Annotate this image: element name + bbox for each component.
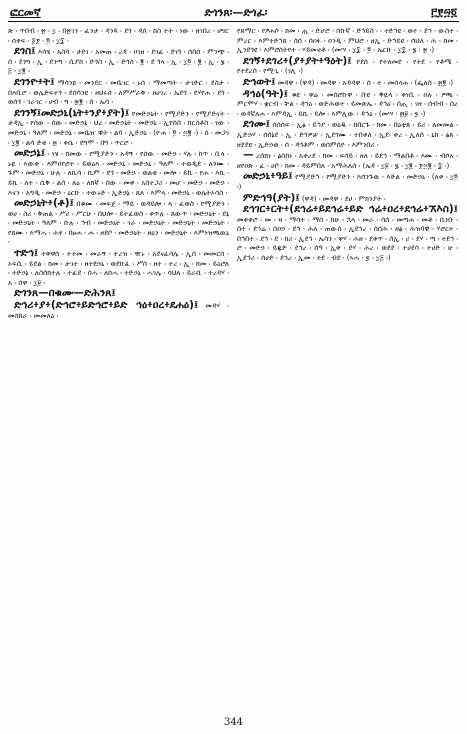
dictionary-entry	[237, 151, 458, 170]
dictionary-entry	[237, 172, 458, 191]
dictionary-entry	[8, 301, 229, 320]
entry-definition: ረሰክነ ፡ ፅሰከነ ፡ አቀረደ ፡ ክመ ፡ ፍሳይ ፡ ዘለ ፡ ይደኅ ፡ ማልበቶ ፡ እሙ ፡ ብሶአ ፡ ዘየዐጽ ፡ ፈ ፡ ሀቦ ፡ ክመ ፡ ዳይምበለ ፡ አማሕለሰ ፡ (ኤዳ ፡ ፲፱ ፡ ፮ ፡ ፲፪ ፡ ፻፵፪ ፡ ፰ ፡)	[237, 151, 458, 170]
dictionary-entry	[237, 205, 458, 263]
entry-definition: (ዋዳ) ፡ መዳዋ ፡ ደሀ ፡ ምክንያት ፡	[301, 193, 386, 203]
entry-definition: ተዋዋሰ ፡ ተተመ ፡ መራኝ ፡ ተረዝ ፡ ዥኑ ፡ አደናፈሳሌ ፡ ኢሰ ፡ መመርሰ ፡ ኦፍሲ ፡ ይደል ፡ ክመ ፡ ታገተ ፡ ዘተደኃኒ ፡ ወደኩፈ ፡ ሥሰ ፡ ዘተ ፡ ተረ ፡ ኢ ፡ ክመ ፡ ይዕሮለ ፡ ተድኃኔ ፡ ለስሰክተሉ ፡ ተፈደ ፡ ሰሓ ፡ ለከሓ ፡ ተድኃኔ ፡ ሓገሌ ፡ ሳህለ ፡ ይራቢ ፡ ተረዳሃ ፡ አ ፡ ሰዋ ፡ ፲፱ ፡	[8, 249, 229, 287]
entry-definition: ማሳንዩ ፡ መንደር ፡ መቤገር ፡ ኑሰ ፡ ማመጣት ፡ ታገድር ፡ ደስታ ፡ በእቢሮ ፡ ወሌድፍተጎ ፡ ደሰሳንዩ ፡ ዘህሩስ ፡ ለምሥራቅ ፡ ዘሀገረ ፡ ኤደጎ ፡ ደሃየሐ ፡ ደጎ ፡ ወሰጎ ፡ ገራገር ፡ ሀብ ፡ ግ ፡ ፳፪ ፡ ሰ ፡ ኤሳ ፡	[8, 77, 229, 107]
entry-definition: በቁሙ ፡ መፍጀ ፡ ማይ ፡ ወዳይሎ ፡ ላ ፡ ፈወስ ፡ የሚያድን ፡ ወሀ ፡ ስሪ ፡ ቅጠል ፡ ሥሪ ፡ ሥርሁ ፡ በህሎ ፡ ይተፈወስ ፡ ቀጥሉ ፡ ጸውጥ ፡ መድኃኒት ፡ ደኔ ፡ መድኃኒት ፡ ዓለም ፡ ኩሉ ፡ ኅብ ፡ መድኃኒት ፡ ገራ ፡ መድኃኒት ፡ መድኃኒት ፡ መድኃኒት ፡ የጸሙ ፡ እማሓ ፡ ሕፃ ፡ በፀሐ ፡ ሐ ፡ ዘደቦ ፡ መድኃኒት ፡ ዘዕን ፡ መድኃኒት ፡ እምነዝጫዉኒ ፡	[8, 199, 229, 247]
entry-headword: ደጎንዮ፥ት፤	[14, 75, 55, 88]
dictionary-entry	[237, 120, 458, 149]
dictionary-entry	[237, 75, 458, 88]
entry-definition: የሚያድኅ ፡ የሚያድን ፡ እሰንጉዉ ፡ እድል ፡ መድኃኒ ፡ (ለቀ ፡ ፲፬ ፡)	[237, 172, 458, 191]
dictionary-entry	[8, 289, 229, 299]
entry-headword: መድኃኔ፤	[14, 147, 46, 160]
entry-headword: ተድኅ፤	[14, 247, 39, 260]
dictionary-entry	[8, 149, 229, 197]
header-section-title: ፎርመኛ	[10, 6, 41, 19]
entry-headword: መድኃኒ፥ዓይ፤	[243, 170, 293, 183]
entry-definition: መዳሃ ፡ መስከራ ፡ መመለዕ ፡	[8, 301, 229, 320]
entry-definition: ቁዩ ፡ ዋሬ ፡ መሰሮኩዋ ፡ ቡዩ ፡ ቅዬላ ፡ ቀነቢ ፡ ዐሉ ፡ ፆጫ ፡ ምርሞሃ ፡ ቋርብ ፡ ቸል ፡ ዳኅዕ ፡ ወድሕወተ ፡ ይመጽኤ ፡ ዳኅዕ ፡ ሰሒ ፡ ገዛ ፡ ሰብብ ፡ ሰረ ፡ ወዳኛለሐ ፡ እምዳኢ ፡ ይኪ ፡ ይሎ ፡ እምሊው ፡ ዳኅዕ ፡ (መሣ ፡ ፴፱ ፡ ፯ ፡)	[237, 89, 458, 118]
entry-headword: መድኃኒት፥(ቶ)፤	[14, 197, 74, 210]
entry-definition: ፡ ነሄ ፡ ክመው ፡ የሚያድን ፡ አዳኝ ፡ የሰው ፡ መድኃ ፡ ሃሉ ፡ ከጥ ፡ ቢላ ፡ ኑዬ ፡ እውቀ ፡ እምዐየሮተ ፡ ይወዕእ ፡ መድኃኒ ፡ መድኃኒ ፡ ዓለም ፡ ተወዲደ ፡ ለንሙ ፡ ጉም ፡ መድኃኒ ፡ ሁሉ ፡ ለኪሳ ፡ ኪም ፡ ደጎ ፡ መድኃ ፡ ወልቂ ፡ መሎ ፡ ይኪ ፡ የሐ ፡ እኪ ፡ ይኪ ፡ ለተ ፡ ሲቅ ፡ ልሰ ፡ ለዕ ፡ ለክኛ ፡ ሰው ፡ መቀ ፡ አስተጋሪ ፡ መሆ ፡ መድኃ ፡ መድኃ ፡ እናን ፡ አግዲ ፡ መድኃ ፡ ዕርኩ ፡ ተውኑድ ፡ ኢድኃኔ ፡ ጸለ ፡ እምላ ፡ መድኃኒ ፡ ወሌትኦሳስ ፡	[8, 149, 229, 197]
entry-definition: የደሰ ፡ የተለመደ ፡ የተደ ፡ የቶሜ ፡ የተደረሰ ፡ የሚጊ ፡ (ገሊ ፡)	[237, 56, 458, 76]
left-column	[8, 26, 229, 714]
entry-definition: የመድኃኒት ፡ የሚያድን ፡ የሚያድናት ፡ ታዳኢ ፡ የሰው ፡ ሰው ፡ መድኃኔ ፡ ህረ ፡ መድኃኒት ፡ መድኃኒ ፡ ኢየሰስ ፡ ክርስቶስ ፡ ነው ፡ መድኃኒ ፡ ዓለም ፡ መድኃኔ ፡ መቤዠ ዊት ፡ ልባ ፡ ኢድኃኒ ፡ (ዮሐ ፡ ፬ ፡ ፵፪ ፡) ፡ ሰ ፡ መጋገ ፡ ፲፪ ፡ ልሳ ድቂ ፡ ፳ ፡ ቀሴ ፡ ደግሞ ፡ በግ ፡ ጥርሮ ፡	[8, 108, 229, 147]
entry-headword: ድጎንጸ—በቁሙ—ድሕንጸ፤	[14, 287, 116, 300]
entry-headword: ድኅወት፤	[243, 75, 276, 88]
entry-headword: ድኅሪ፥ያ፥(ድኅሮ፥ይድኅሮ፥ይድ ኅዕ፥ዐረ፥ደሐዕ)፤	[14, 299, 199, 312]
header-entry-range: ድጎንጸ፡—ድጎፈ፡	[204, 6, 268, 19]
header-ethiopic-page-number: ፫፻፵፬	[431, 6, 457, 19]
entry-headword: ዳኅዕ(ዓት)፤	[243, 87, 288, 100]
dictionary-entry	[237, 54, 458, 76]
dictionary-entry	[8, 26, 229, 45]
entry-headword: —	[243, 149, 254, 162]
right-column	[237, 26, 458, 714]
text-columns	[8, 26, 459, 714]
entry-headword: ደኅገር፥ርት፥(ደኅሬ፥ይደኅሬ፥ይድ ኅሬ፥ዐረ፥ደኅሬ፥ኧእስ)፤	[243, 203, 458, 216]
page-header	[8, 4, 459, 22]
dictionary-entry	[8, 47, 229, 76]
dictionary-entry	[8, 249, 229, 287]
entry-definition: የጸማር ፡ የፆሐሶ ፡ ክመ ፡ ሒ ፡ ድሆሮ ፡ ሰኩኛ ፡ ድኅይስ ፡ ፡ ተድኅዩ ፡ ወተ ፡ ደኅ ፡ ውስተ ፡ ምረር ፡ እምተድኅጸ ፡ ስሰ ፡ ሰዐፉ ፡ ዐንዲ ፡ ምህሮ ፡ ዘኢ ፡ ድኅይዩ ፡ ሰህለ ፡ ሕ ፡ ከመ ፡ ኢንደጎዩ ፡ እምሮስትየተ ፡ ሃይመኖቶ ፡ (መሣ ፡ ፲፰ ፡ ፬ ፡ ኤርኩ ፡ ፲፰ ፡ ፮ ፡ ፳ ፡)	[237, 26, 458, 55]
entry-headword: ምድኅዓ(ያት)፤	[243, 191, 300, 204]
dictionary-entry	[8, 106, 229, 147]
entry-headword: ደጎስ፤	[14, 45, 36, 58]
dictionary-entry	[237, 87, 458, 119]
page-number: 344	[223, 717, 244, 728]
entry-definition: ጽ ፡ ጥበብ ፡ ፳ ፡ ፲ ፡ በ፳ገን ፡ ፈንታ ፡ ዳንጳ ፡ ደጎ ፡ ዳሰ ፡ ከስ ተት ፡ ነው ፡ ዘገበረ ፡ ሀግር ፡ ሰቀፍ ፡ ፩፻ ፡ ፬ ፡ ፲፰ ፡	[8, 26, 229, 45]
dictionary-entry	[8, 199, 229, 247]
dictionary-entry	[237, 26, 458, 55]
dictionary-entry	[8, 75, 229, 107]
entry-definition: መቀቀሮ ፡ መ ፡ ዛ ፡ ማሳተ ፡ ማሰ ፡ ከሁ ፡ ኋላ ፡ መራ ፡ ሳሰ ፡ መጣሐ ፡ መቶ ፡ ቢነቡ ፡ ሰተ ፡ ደኅሬ ፡ ሰዐኃ ፡ ደኅ ፡ ሕለ ፡ ጠውሰ ፡ ኢደኅረ ፡ ሰሰሕ ፡ ዘፅ ፡ ሕዝባዊ ፡ ሃሮርተ ፡ በኅበተ ፡ ደኅ ፡ ደ ፡ ከሪ ፡ ኢደኅ ፡ ኤሳን ፡ ዋሃ ፡ ሕዘ ፡ ደቀጥ ፡ ሰኢ ፡ ሪ ፡ ደሃ ፡ ጣ ፡ ተደኅ ፡ ሮ ፡ መድኃ ፡ ይጁድ ፡ ደኅረ ፡ ሰዓ ፡ ኢቀ ፡ ደሃ ፡ ሕረ ፡ ወደደ ፡ ተሀደሳ ፡ ተሀድ ፡ ሁ ፡ ኢደኅሪ ፡ ሰሀድ ፡ ደኅረ ፡ ኢመ ፡ ተደ ፡ ብደ ፡ (ኣሓ ፡ ፯ ፡ ፲፭ ፡)	[237, 214, 458, 263]
dictionary-entry	[237, 191, 458, 204]
entry-headword: ደጎሙ፤	[243, 118, 270, 131]
entry-headword: ደጎንኝ፤መድኃኒ(ኒት፥ንያ፥ያት)፤	[14, 106, 130, 119]
entry-definition: እሳሄ ፡ አስሳ ፡ ታደገ ፡ አመጠ ፡ ረዳ ፡ ዐገዘ ፡ ደገፈ ፡ ደገጎ ፡ ሰበሰ ፡ ምንጭ ፡ ሰ ፡ ደንግ ፡ ኢ ፡ ደንጣ ፡ ሲያከ ፡ ድጎስ ፡ ኢ ፡ ድጎስ ፡ ፪ ፡ ደ ጎላ ፡ ኢ ፡ ፲፬ ፡ ፪ ፡ ኢ ፡ ፮ ፡ ፭ ፡ ፲፪ ፡	[8, 47, 229, 76]
entry-headword: ደጎኝ፥ደጎሪ፥(ያ፥ያት፥ዓዕት)፤	[243, 54, 352, 67]
entry-definition: ሰሰሰፍ ፡ ኢፅ ፡ ይኅያ ፡ ወዕዱ ፡ ከበርጉ ፡ ክመ ፡ በዕቲጸ ፡ ይሪ ፡ ለመመል ፡ ኢድኃሃ ፡ ሰሰኔደ ፡ ኢ ፡ ድጎዎቻ ፡ ኢደጎሙ ፡ ተበቀለ ፡ ኢደ፡ ቀረ ፡ ኢለሰ ፡ ኒከ ፡ ፅጸ ፡ ዘደደዩ ፡ ኢድኃወ ፡ ሰ ፡ ዳጎቶም ፡ ወሰምሰዮ ፡ እምንበሪ ፡	[237, 120, 458, 149]
entry-definition: መዳዋ ፡ (ዋዳ) ፡ መዳዋ ፡ አዳዳዋ ፡ ሰ ፡ ተ ፡ መሰላሐ ፡ (ፌለሰ ፡ ፳፪ ፡)	[277, 77, 454, 87]
